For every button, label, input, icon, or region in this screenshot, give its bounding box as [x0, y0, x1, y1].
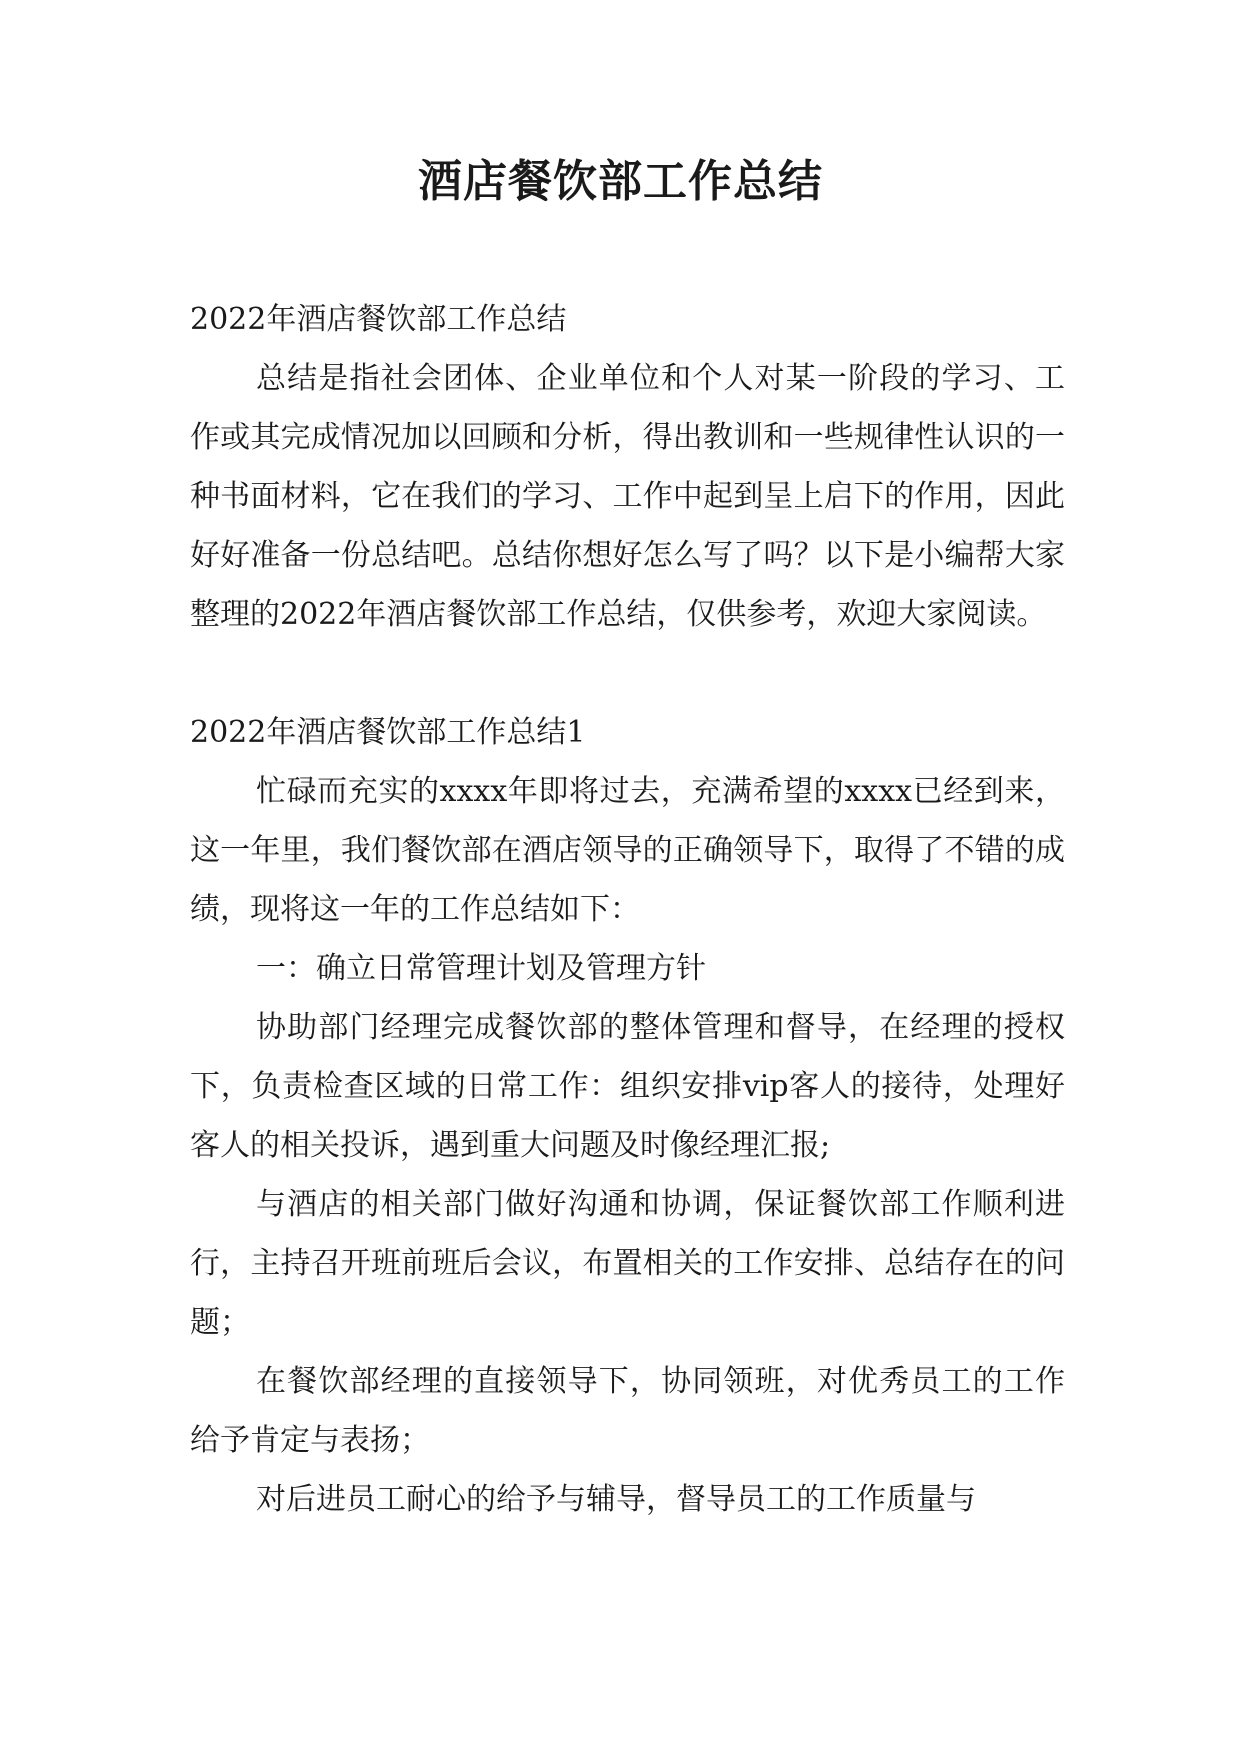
intro-paragraph: 总结是指社会团体、企业单位和个人对某一阶段的学习、工作或其完成情况加以回顾和分析，得出教训和一些规律性认识的一种书面材料，它在我们的学习、工作中起到呈上启下的作用，因此好好准备一份总结吧。总结你想好怎么写了吗？以下是小编帮大家整理的2022年酒店餐饮部工作总结，仅供参考，欢迎大家阅读。: [190, 361, 1065, 632]
section-heading-1: 2022年酒店餐饮部工作总结1: [190, 715, 586, 750]
section-heading: 2022年酒店餐饮部工作总结: [190, 302, 567, 337]
body-paragraph: 在餐饮部经理的直接领导下，协同领班，对优秀员工的工作给予肯定与表扬；: [190, 1364, 1065, 1458]
body-paragraph: 协助部门经理完成餐饮部的整体管理和督导，在经理的授权下，负责检查区域的日常工作：组织安排vip客人的接待，处理好客人的相关投诉，遇到重大问题及时像经理汇报;: [190, 1010, 1065, 1163]
body-paragraph: 忙碌而充实的xxxx年即将过去，充满希望的xxxx已经到来，这一年里，我们餐饮部在酒店领导的正确领导下，取得了不错的成绩，现将这一年的工作总结如下：: [190, 774, 1065, 927]
subheading-paragraph: 一：确立日常管理计划及管理方针: [256, 951, 706, 986]
body-paragraph: 与酒店的相关部门做好沟通和协调，保证餐饮部工作顺利进行，主持召开班前班后会议，布置相关的工作安排、总结存在的问题；: [190, 1187, 1065, 1340]
document-title: 酒店餐饮部工作总结: [418, 156, 823, 207]
document-body: [190, 290, 1065, 1529]
paragraph-gap: [190, 644, 1065, 703]
body-paragraph: 对后进员工耐心的给予与辅导，督导员工的工作质量与: [256, 1482, 976, 1517]
